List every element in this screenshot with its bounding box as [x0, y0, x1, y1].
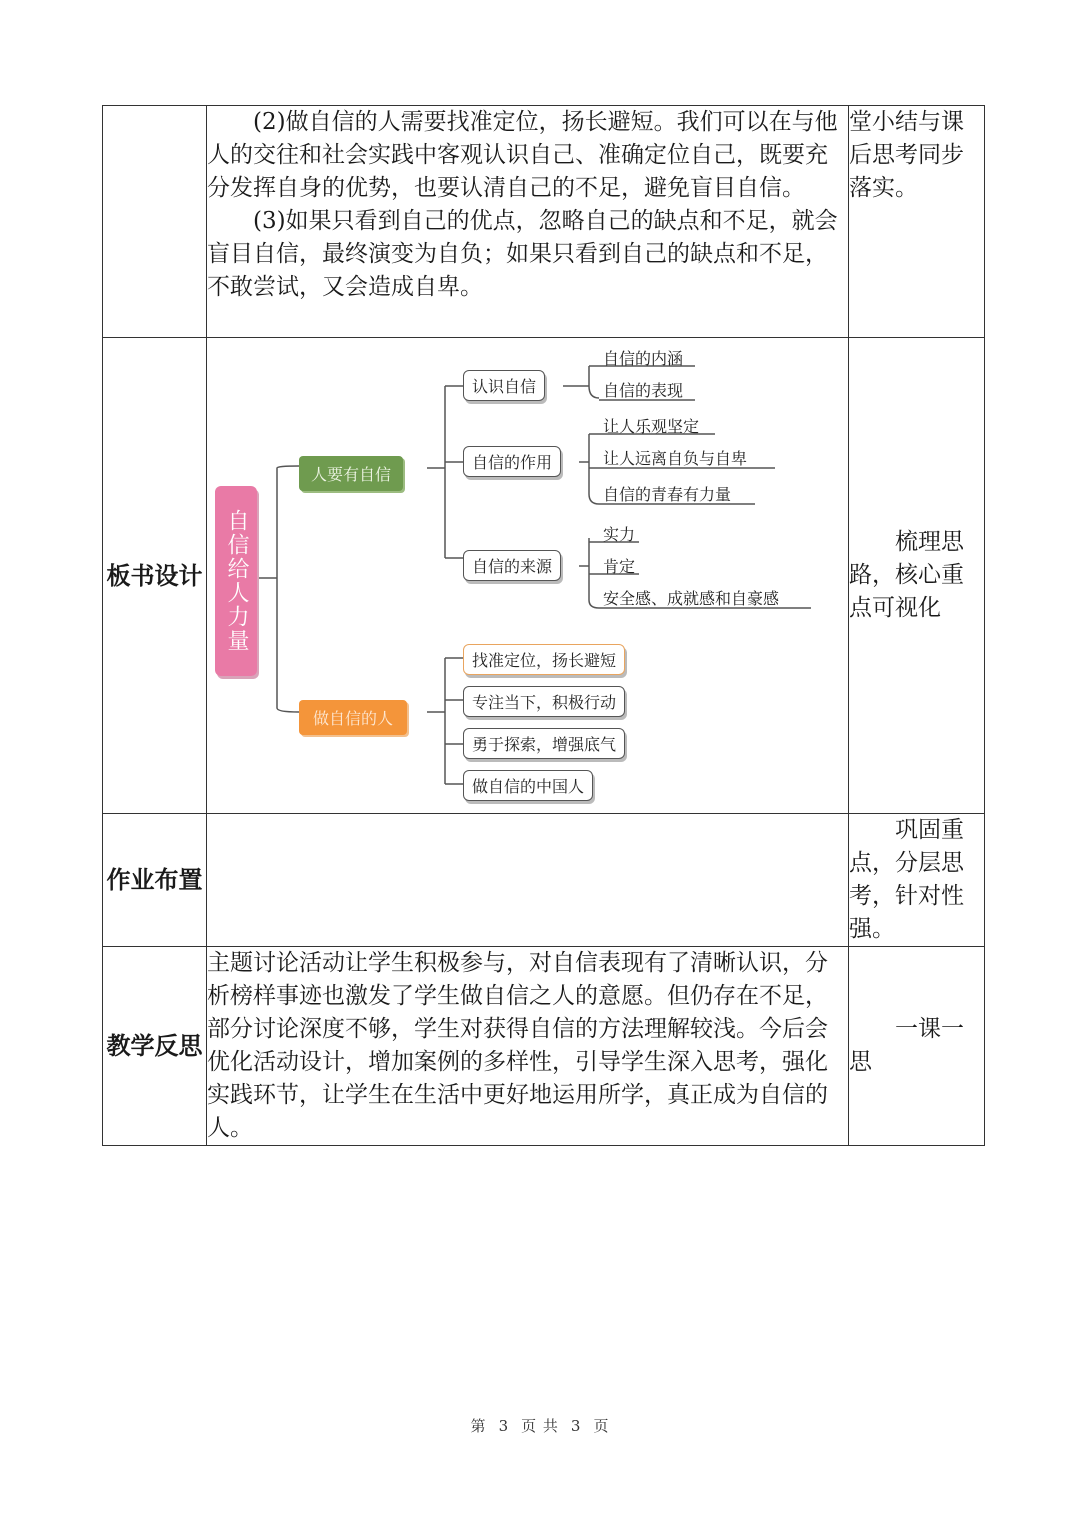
- node-find-position: 找准定位，扬长避短: [463, 644, 625, 675]
- branch-have-confidence: 人要有自信: [299, 456, 403, 491]
- node-confident-chinese: 做自信的中国人: [463, 770, 593, 801]
- board-label: 板书设计: [103, 338, 207, 814]
- board-note-text: 梳理思路，核心重点可视化: [849, 529, 964, 621]
- mind-map: [207, 338, 848, 810]
- mind-map-root: 自信给人力量: [215, 486, 257, 676]
- page-footer: [0, 1415, 1080, 1436]
- node-explore: 勇于探索，增强底气: [463, 728, 625, 759]
- footer-middle: 页 共: [521, 1417, 559, 1435]
- reflection-content: 主题讨论活动让学生积极参与，对自信表现有了清晰认识，分析榜样事迹也激发了学生做自信之人的意愿。但仍存在不足，部分讨论深度不够，学生对获得自信的方法理解较浅。今后会优化活动设计，增加案例的多样性，引导学生深入思考，强化实践环节，让学生在生活中更好地运用所学，真正成为自信的人。: [207, 947, 849, 1146]
- reflection-note: [849, 947, 985, 1146]
- reflection-row: [103, 947, 985, 1146]
- leaf-affirmation: 肯定: [603, 557, 636, 576]
- branch-be-confident: 做自信的人: [299, 700, 407, 735]
- leaf-avoid-extremes: 让人远离自负与自卑: [603, 449, 748, 468]
- lesson-plan-table: [102, 105, 985, 1146]
- leaf-security: 安全感、成就感和自豪感: [603, 589, 780, 608]
- board-content: [207, 338, 849, 814]
- leaf-youth-power: 自信的青春有力量: [603, 485, 732, 504]
- paragraph-2: (2)做自信的人需要找准定位，扬长避短。我们可以在与他人的交往和社会实践中客观认识自己、准确定位自己，既要充分发挥自身的优势，也要认清自己的不足，避免盲目自信。: [207, 109, 838, 201]
- footer-suffix: 页: [593, 1417, 610, 1435]
- footer-total: 3: [570, 1417, 582, 1435]
- continued-note: 堂小结与课后思考同步落实。: [849, 106, 985, 338]
- board-row: [103, 338, 985, 814]
- footer-prefix: 第: [470, 1417, 487, 1435]
- homework-content: [207, 814, 849, 947]
- connector-branch1: [277, 466, 299, 468]
- continued-content: [207, 106, 849, 338]
- node-confidence-role: 自信的作用: [463, 446, 561, 477]
- node-confidence-source: 自信的来源: [463, 550, 561, 581]
- leaf-strength: 实力: [603, 525, 636, 544]
- connector-branch2: [277, 708, 299, 712]
- homework-note-text: 巩固重点，分层思考，针对性强。: [849, 817, 964, 942]
- board-note: [849, 338, 985, 814]
- leaf-manifestation: 自信的表现: [603, 381, 684, 400]
- continued-label-cell: [103, 106, 207, 338]
- node-know-confidence: 认识自信: [463, 370, 545, 401]
- homework-row: [103, 814, 985, 947]
- node-focus-now: 专注当下，积极行动: [463, 686, 625, 717]
- paragraph-3: (3)如果只看到自己的优点，忽略自己的缺点和不足，就会盲目自信，最终演变为自负；如果只看到自己的缺点和不足，不敢尝试，又会造成自卑。: [207, 208, 838, 300]
- leaf-connotation: 自信的内涵: [603, 349, 684, 368]
- leaf-optimistic: 让人乐观坚定: [603, 417, 700, 436]
- homework-note: [849, 814, 985, 947]
- reflection-note-text: 一课一思: [849, 1016, 964, 1075]
- footer-page: 3: [498, 1417, 510, 1435]
- reflection-label: 教学反思: [103, 947, 207, 1146]
- continued-row: [103, 106, 985, 338]
- homework-label: 作业布置: [103, 814, 207, 947]
